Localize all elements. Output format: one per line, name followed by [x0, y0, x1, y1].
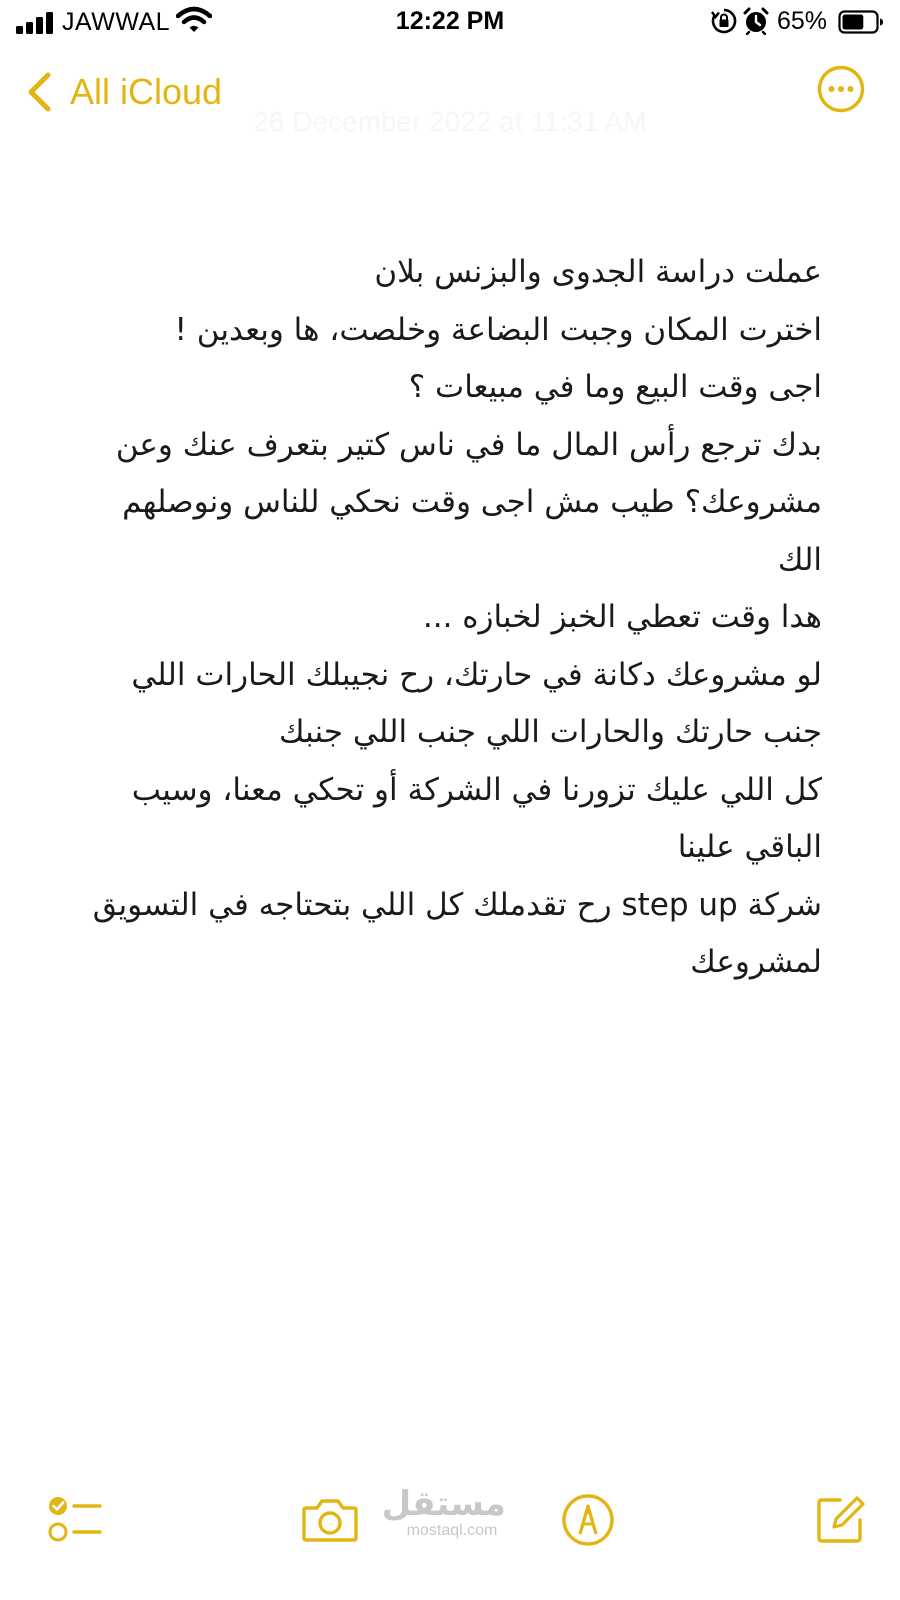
alarm-icon — [743, 7, 769, 35]
more-ellipsis-icon[interactable] — [816, 64, 866, 114]
note-line: عملت دراسة الجدوى والبزنس بلان — [374, 254, 822, 290]
markup-pen-icon[interactable] — [558, 1490, 618, 1550]
carrier-name: JAWWAL — [62, 8, 171, 36]
note-line: الباقي علينا — [677, 829, 822, 865]
back-label: All iCloud — [70, 71, 223, 112]
note-line: لمشروعك — [690, 944, 822, 980]
note-line: لو مشروعك دكانة في حارتك، رح نجيبلك الحارات اللي — [131, 656, 822, 693]
watermark-arabic: مستقل — [381, 1484, 506, 1524]
orientation-lock-icon — [711, 8, 737, 34]
status-bar — [0, 0, 900, 44]
note-line: شركة step up رح تقدملك كل اللي بتحتاجه في التسويق — [92, 886, 822, 923]
note-line: كل اللي عليك تزورنا في الشركة أو تحكي معنا، وسيب — [131, 771, 822, 808]
watermark-logo — [381, 1484, 506, 1540]
note-line: الك — [777, 541, 822, 578]
compose-icon[interactable] — [810, 1490, 870, 1550]
note-line: مشروعك؟ طيب مش اجى وقت نحكي للناس ونوصلهم — [122, 484, 822, 520]
note-body[interactable] — [42, 244, 822, 992]
note-date: 26 December 2022 at 11:31 AM — [253, 106, 647, 137]
note-line: اخترت المكان وجبت البضاعة وخلصت، ها وبعدين ! — [174, 311, 822, 348]
note-line: جنب حارتك والحارات اللي جنب اللي جنبك — [279, 714, 822, 750]
checklist-icon[interactable] — [46, 1490, 106, 1550]
battery-percent: 65% — [777, 7, 828, 35]
note-line: اجى وقت البيع وما في مبيعات ؟ — [408, 369, 822, 405]
nav-bar — [0, 62, 900, 137]
note-line: بدك ترجع رأس المال ما في ناس كتير بتعرف عنك وعن — [115, 426, 822, 463]
battery-icon — [838, 10, 884, 34]
note-line: هدا وقت تعطي الخبز لخبازه ... — [422, 599, 822, 635]
camera-icon[interactable] — [300, 1490, 360, 1550]
watermark-latin: mostaql.com — [406, 1522, 498, 1539]
status-time: 12:22 PM — [395, 7, 505, 35]
